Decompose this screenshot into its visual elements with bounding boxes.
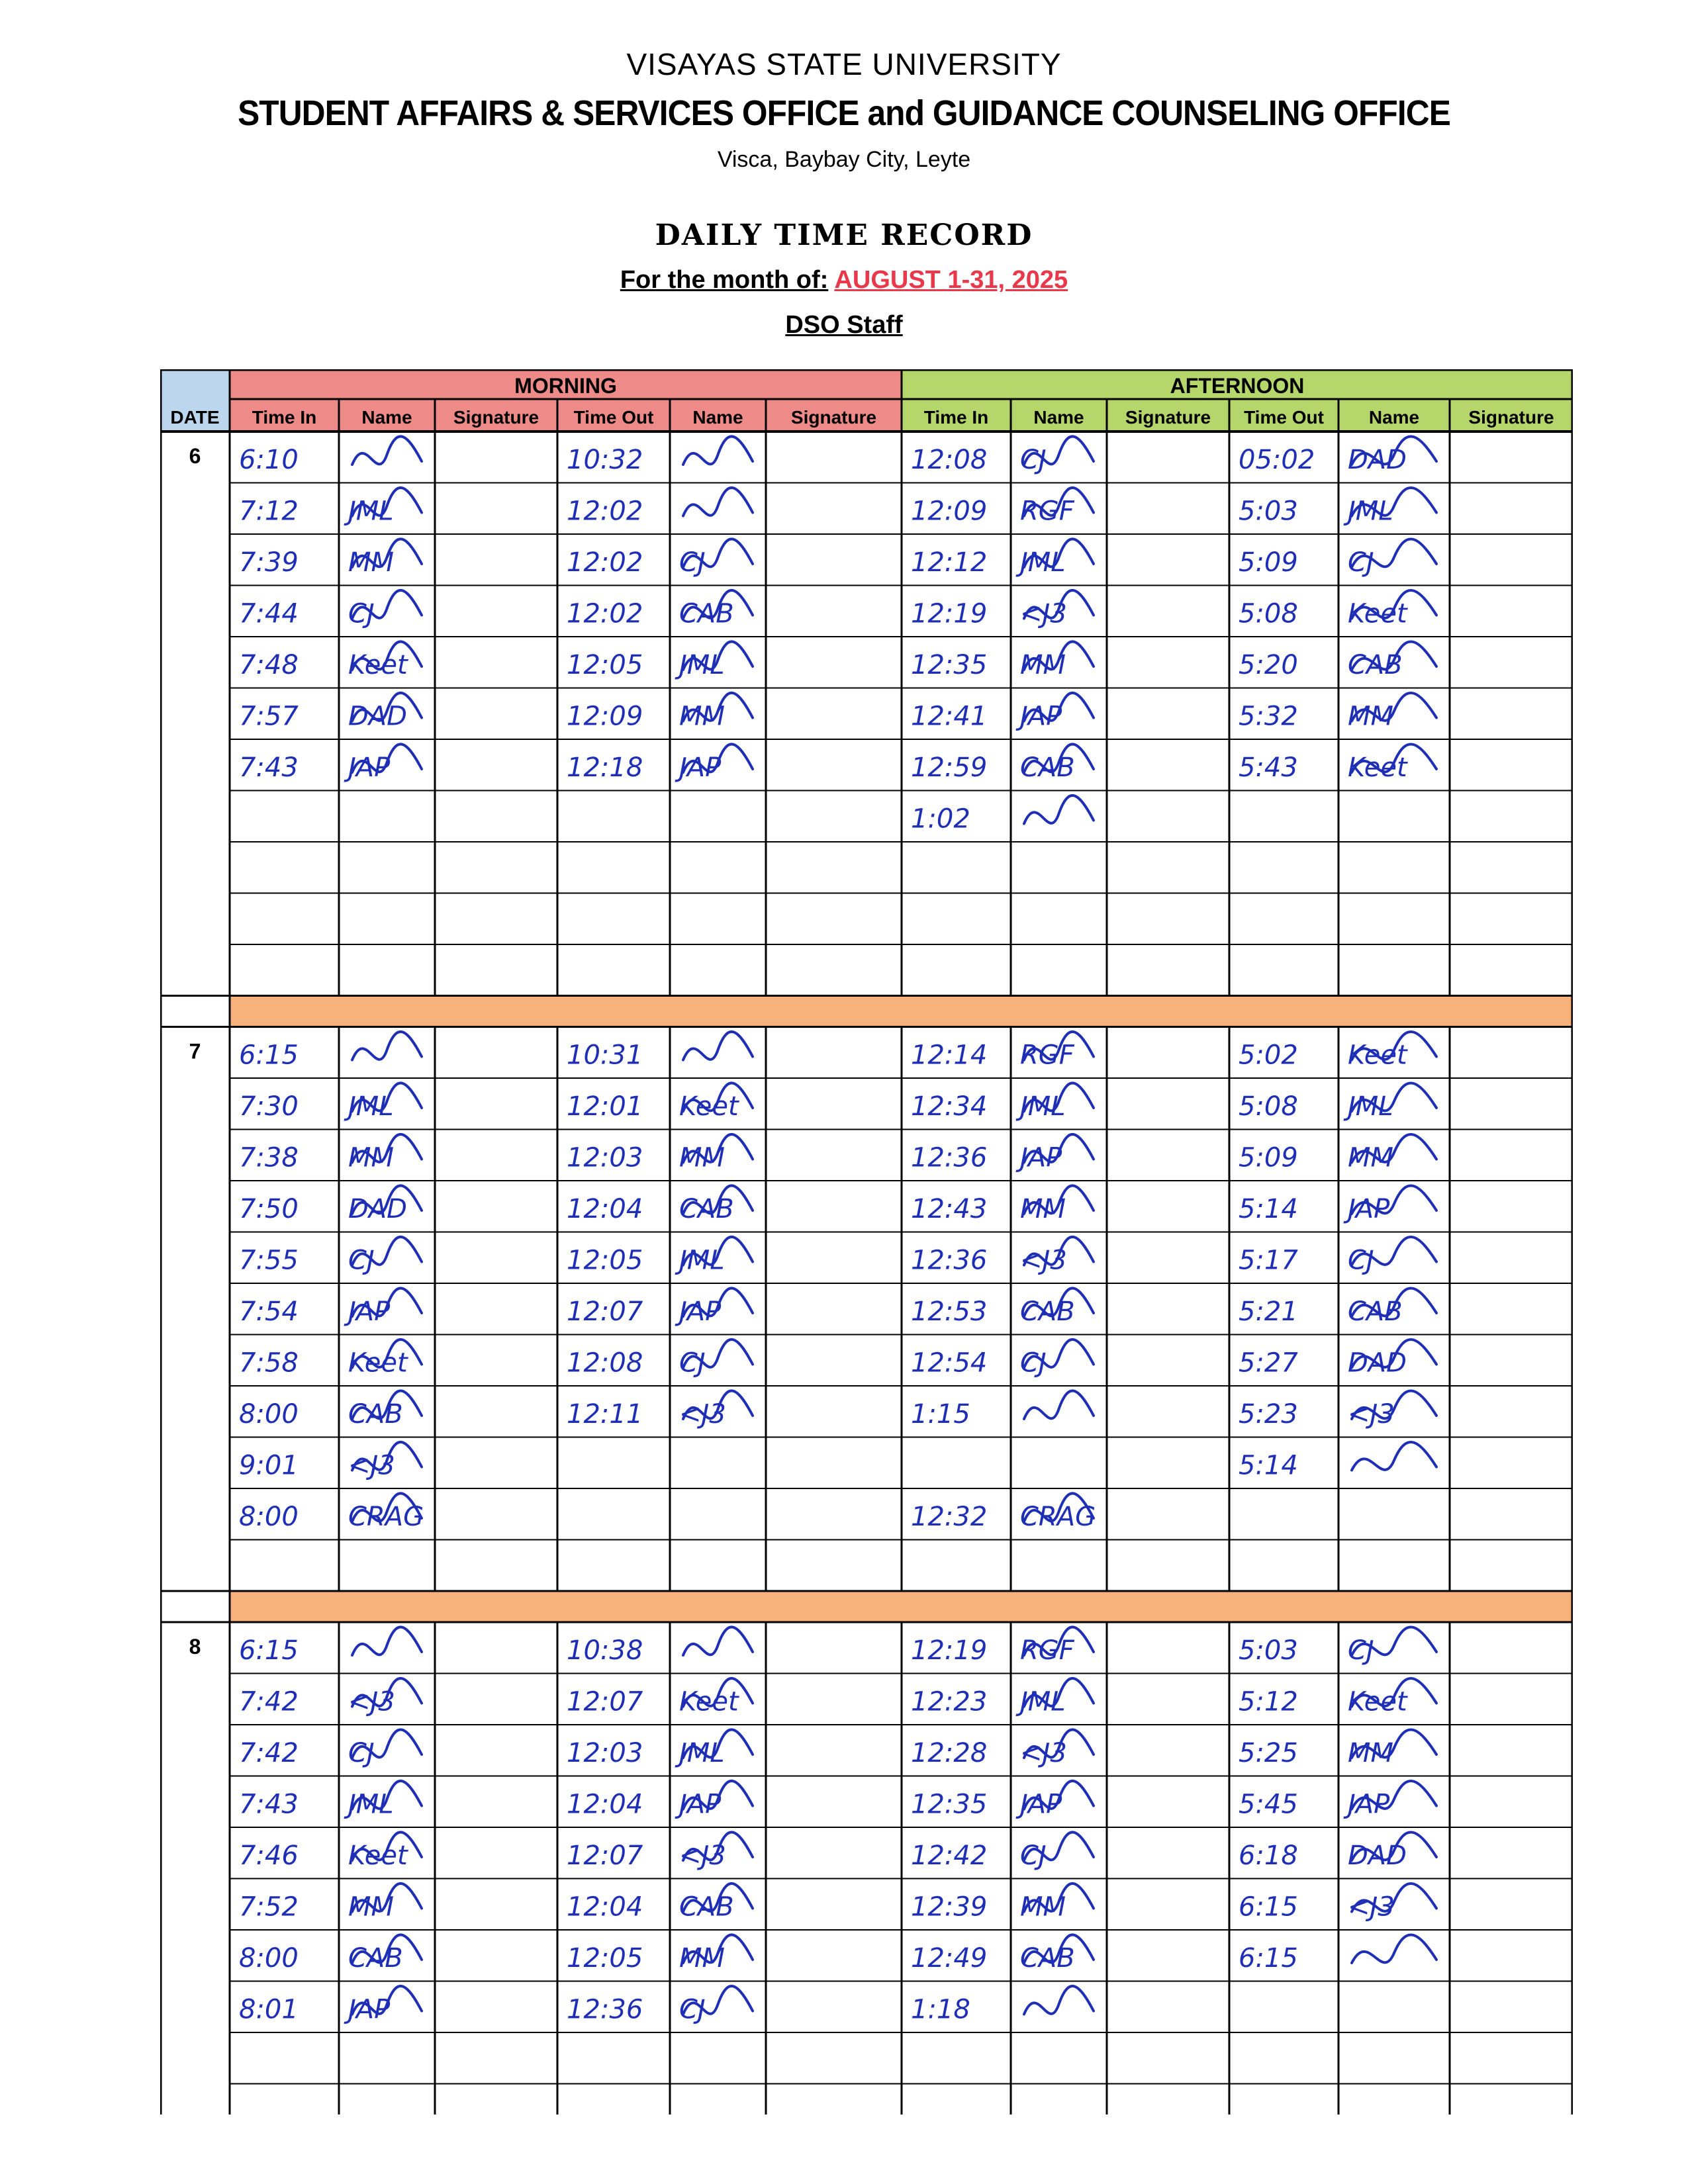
name-initials: JML [1348,1091,1393,1122]
column-header: Signature [790,407,877,428]
time-entry: 12:18 [567,752,643,783]
name-initials: Keet [1348,752,1407,783]
time-entry: 1:15 [911,1399,970,1430]
time-entry: 5:45 [1239,1789,1298,1820]
block-separator [230,1591,1573,1622]
name-initials: CAB [348,1399,403,1430]
name-initials: <J3 [1348,1399,1395,1430]
time-entry: 5:17 [1239,1245,1298,1276]
time-entry: 6:15 [1239,1943,1298,1974]
time-entry: 12:09 [567,701,643,732]
time-entry: 10:32 [567,445,643,475]
time-entry: 12:05 [567,650,643,680]
time-entry: 12:49 [911,1943,988,1974]
month-value: AUGUST 1-31, 2025 [834,266,1068,294]
time-entry: 12:04 [567,1891,643,1923]
name-initials: JML [348,1789,394,1820]
time-entry: 7:12 [239,496,299,527]
name-initials: CAB [679,1891,734,1923]
time-entry: 12:43 [911,1194,988,1224]
time-entry: 5:02 [1239,1040,1298,1071]
signature-mark [1024,796,1094,824]
name-initials: Keet [679,1686,739,1717]
time-entry: 7:42 [239,1686,299,1717]
name-initials: Keet [679,1091,739,1122]
name-initials: JAP [348,752,391,783]
name-initials: MM [348,1142,395,1173]
university-name: VISAYAS STATE UNIVERSITY [626,47,1062,81]
name-initials: Keet [1348,598,1407,629]
time-entry: 7:39 [239,547,299,578]
time-entry: 12:19 [911,598,988,629]
column-header: Signature [453,407,539,428]
time-entry: 12:07 [567,1297,643,1327]
name-initials: CAB [679,1194,734,1224]
time-entry: 12:07 [567,1841,643,1871]
name-initials: DAD [348,701,407,732]
time-entry: 7:44 [239,598,299,629]
name-initials: CJ [1020,1347,1047,1379]
name-initials: JAP [1348,1194,1390,1224]
time-entry: 6:15 [239,1635,299,1666]
time-entry: 12:04 [567,1194,643,1224]
time-entry: 5:23 [1239,1399,1298,1430]
time-entry: 5:32 [1239,701,1298,732]
name-initials: RGF [1020,496,1074,527]
name-initials: CRAG [1020,1502,1096,1532]
time-entry: 12:19 [911,1635,988,1666]
name-initials: JML [1020,1686,1066,1717]
name-initials: JAP [348,1994,391,2025]
name-initials: CAB [679,598,734,629]
time-entry: 12:23 [911,1686,988,1717]
time-entry: 8:00 [239,1943,299,1974]
time-entry: 7:54 [239,1297,299,1327]
block-separator [230,996,1573,1027]
time-entry: 7:43 [239,1789,299,1820]
name-initials: CJ [679,1347,706,1379]
time-entry: 5:08 [1239,598,1298,629]
time-entry: 6:15 [239,1040,299,1071]
time-entry: 5:12 [1239,1686,1298,1717]
name-initials: <J3 [1020,598,1067,629]
time-entry: 12:41 [911,701,988,732]
time-entry: 5:27 [1239,1347,1298,1379]
time-entry: 8:01 [239,1994,299,2025]
name-initials: JML [1020,547,1066,578]
name-initials: <J3 [348,1450,395,1481]
date-column-header: DATE [170,407,220,428]
time-entry: 6:18 [1239,1841,1298,1871]
time-entry: 5:14 [1239,1450,1298,1481]
office-address: Visca, Baybay City, Leyte [717,147,971,172]
name-initials: JAP [679,1789,722,1820]
time-entry: 12:09 [911,496,988,527]
time-entry: 7:38 [239,1142,299,1173]
name-initials: JAP [679,1297,722,1327]
name-initials: CAB [1348,1297,1403,1327]
name-initials: MM [348,1891,395,1923]
name-initials: CJ [348,598,375,629]
name-initials: <J3 [1020,1245,1067,1276]
time-entry: 5:09 [1239,547,1298,578]
time-entry: 12:02 [567,547,643,578]
time-entry: 7:48 [239,650,299,680]
time-entry: 6:10 [239,445,299,475]
time-entry: 7:46 [239,1841,299,1871]
name-initials: JAP [1020,1789,1062,1820]
column-header: Time Out [573,407,654,428]
name-initials: Keet [1348,1686,1407,1717]
time-entry: 6:15 [1239,1891,1298,1923]
name-initials: DAD [348,1194,407,1224]
time-entry: 12:05 [567,1943,643,1974]
time-entry: 12:42 [911,1841,988,1871]
column-header: Time In [923,407,989,428]
name-initials: JAP [348,1297,391,1327]
name-initials: CAB [1020,1943,1075,1974]
name-initials: CAB [1020,1297,1075,1327]
name-initials: JAP [1020,1142,1062,1173]
name-initials: MM [1348,1738,1394,1768]
time-entry: 12:32 [911,1502,988,1532]
time-entry: 12:35 [911,650,988,680]
name-initials: Keet [348,1841,408,1871]
name-initials: CJ [1020,445,1047,475]
signature-mark [683,1627,753,1655]
signature-mark [352,436,422,465]
name-initials: <J3 [679,1841,726,1871]
time-entry: 5:25 [1239,1738,1298,1768]
time-entry: 5:43 [1239,752,1298,783]
name-initials: CJ [1348,1245,1374,1276]
morning-label: MORNING [514,374,617,398]
month-line [0,266,1688,295]
name-initials: <J3 [1348,1891,1395,1923]
name-initials: Keet [348,650,408,680]
time-entry: 12:02 [567,598,643,629]
name-initials: <J3 [679,1399,726,1430]
column-header: Name [361,407,412,428]
name-initials: CJ [1020,1841,1047,1871]
time-entry: 12:07 [567,1686,643,1717]
time-entry: 12:03 [567,1738,643,1768]
name-initials: JAP [1020,701,1062,732]
name-initials: Keet [1348,1040,1407,1071]
name-initials: JML [1020,1091,1066,1122]
date-number: 7 [189,1039,201,1064]
time-entry: 10:38 [567,1635,643,1666]
time-entry: 5:08 [1239,1091,1298,1122]
name-initials: MM [348,547,395,578]
time-entry: 1:18 [911,1994,970,2025]
time-entry: 9:01 [239,1450,299,1481]
time-entry: 5:14 [1239,1194,1298,1224]
name-initials: MM [1020,1194,1066,1224]
name-initials: CRAG [348,1502,424,1532]
name-initials: CJ [348,1738,375,1768]
column-header: Name [1368,407,1420,428]
name-initials: CJ [679,1994,706,2025]
name-initials: Keet [348,1347,408,1379]
name-initials: CJ [348,1245,375,1276]
time-entry: 7:42 [239,1738,299,1768]
name-initials: JAP [1348,1789,1390,1820]
name-initials: RGF [1020,1635,1074,1666]
signature-mark [1352,1934,1436,1963]
time-entry: 12:34 [911,1091,988,1122]
time-entry: 12:14 [911,1040,988,1071]
time-entry: 12:39 [911,1891,988,1923]
name-initials: JML [679,650,725,680]
name-initials: CAB [1348,650,1403,680]
time-entry: 5:03 [1239,496,1298,527]
time-entry: 7:30 [239,1091,299,1122]
time-entry: 12:12 [911,547,988,578]
name-initials: DAD [1348,1841,1407,1871]
time-entry: 7:55 [239,1245,299,1276]
time-entry: 12:53 [911,1297,988,1327]
name-initials: DAD [1348,1347,1407,1379]
time-entry: 12:54 [911,1347,988,1379]
time-entry: 8:00 [239,1502,299,1532]
name-initials: CAB [348,1943,403,1974]
signature-mark [683,1032,753,1060]
name-initials: RGF [1020,1040,1074,1071]
column-header: Name [1033,407,1084,428]
name-initials: MM [1348,701,1394,732]
name-initials: JML [348,1091,394,1122]
signature-mark [683,436,753,465]
time-entry: 12:36 [911,1245,988,1276]
name-initials: CJ [1348,547,1374,578]
time-entry: 12:08 [567,1347,643,1379]
time-record-table [160,369,1573,2115]
time-entry: 1:02 [911,803,970,835]
time-entry: 8:00 [239,1399,299,1430]
column-header: Name [692,407,743,428]
name-initials: <J3 [348,1686,395,1717]
name-initials: MM [679,1142,726,1173]
time-entry: 12:08 [911,445,988,475]
time-entry: 12:36 [911,1142,988,1173]
column-header: Signature [1125,407,1211,428]
name-initials: JML [348,496,394,527]
signature-mark [1024,1390,1094,1419]
office-name: STUDENT AFFAIRS & SERVICES OFFICE and GUIDANCE COUNSELING OFFICE [238,93,1450,133]
name-initials: <J3 [1020,1738,1067,1768]
name-initials: MM [679,701,726,732]
column-header: Time Out [1244,407,1324,428]
name-initials: JML [679,1245,725,1276]
date-number: 8 [189,1635,201,1659]
time-entry: 12:02 [567,496,643,527]
document-title: DAILY TIME RECORD [655,218,1033,252]
name-initials: MM [679,1943,726,1974]
time-entry: 7:43 [239,752,299,783]
time-entry: 12:35 [911,1789,988,1820]
name-initials: CAB [1020,752,1075,783]
signature-mark [352,1032,422,1060]
time-entry: 12:59 [911,752,988,783]
signature-mark [1352,1442,1436,1471]
time-entry: 7:58 [239,1347,299,1379]
month-label: For the month of: [620,266,829,294]
column-header: Time In [252,407,317,428]
staff-label: DSO Staff [785,311,903,339]
signature-mark [1024,1986,1094,2015]
time-entry: 5:03 [1239,1635,1298,1666]
time-entry: 12:28 [911,1738,988,1768]
time-entry: 7:52 [239,1891,299,1923]
time-entry: 7:57 [239,701,299,732]
name-initials: CJ [1348,1635,1374,1666]
name-initials: JAP [679,752,722,783]
name-initials: JML [1348,496,1393,527]
time-entry: 12:01 [567,1091,643,1122]
afternoon-label: AFTERNOON [1170,374,1305,398]
time-entry: 05:02 [1239,445,1315,475]
time-entry: 5:09 [1239,1142,1298,1173]
time-entry: 12:11 [567,1399,643,1430]
name-initials: MM [1020,650,1066,680]
signature-mark [683,488,753,516]
name-initials: DAD [1348,445,1407,475]
date-number: 6 [189,444,201,468]
time-entry: 10:31 [567,1040,643,1071]
time-entry: 5:21 [1239,1297,1298,1327]
signature-mark [352,1627,422,1655]
time-entry: 5:20 [1239,650,1298,680]
name-initials: JML [679,1738,725,1768]
time-entry: 12:04 [567,1789,643,1820]
name-initials: MM [1348,1142,1394,1173]
time-entry: 7:50 [239,1194,299,1224]
time-entry: 12:36 [567,1994,643,2025]
column-header: Signature [1468,407,1554,428]
time-entry: 12:05 [567,1245,643,1276]
name-initials: MM [1020,1891,1066,1923]
name-initials: CJ [679,547,706,578]
time-entry: 12:03 [567,1142,643,1173]
